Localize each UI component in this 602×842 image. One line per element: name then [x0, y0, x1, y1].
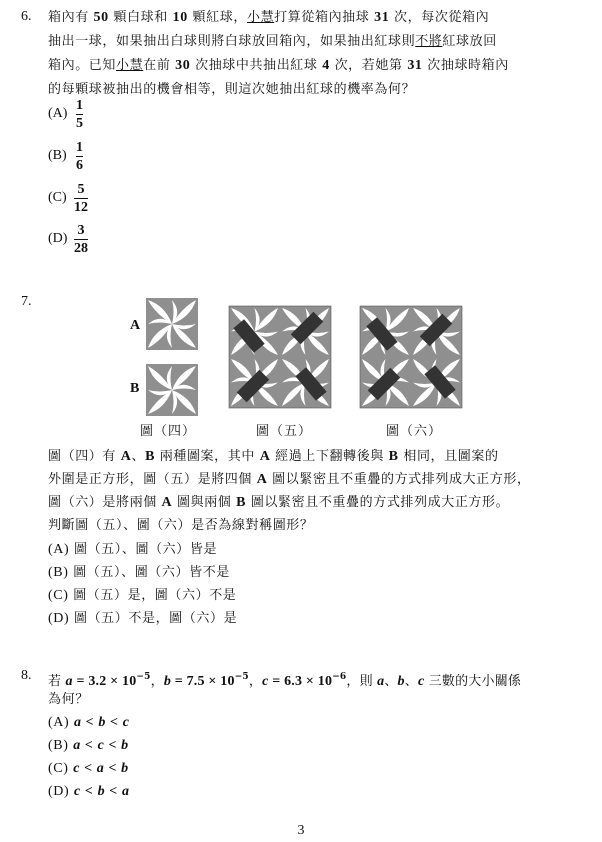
text-run: 箱內有	[48, 10, 94, 25]
option-label: (D)	[48, 231, 68, 246]
text-run: ，	[248, 674, 263, 689]
number-value: 30	[175, 58, 191, 73]
option-text: 圖（五）、圖（六）皆不是	[73, 565, 230, 580]
figure-5	[229, 306, 331, 408]
pinwheel-figures	[0, 290, 602, 420]
number-value: 50	[93, 10, 109, 25]
question-text-line	[48, 668, 521, 691]
variable-ref: c	[417, 674, 425, 689]
option-label: (B)	[48, 565, 69, 580]
denominator: 6	[76, 158, 83, 173]
question-text-line: 判斷圖（五）、圖（六）是否為線對稱圖形？	[48, 518, 314, 533]
option-label: (D)	[48, 611, 70, 626]
text-run: 圖（四）有	[48, 449, 121, 464]
text-run: 紅球放回	[442, 34, 497, 49]
question-text-line	[48, 33, 497, 51]
text-run: 次，若她第	[329, 58, 408, 73]
variable-ref: a	[377, 674, 385, 689]
text-run: 圖以緊密且不重疊的方式排列成大正方形。	[246, 495, 510, 510]
fraction-bar	[74, 239, 88, 240]
text-run: 相同，且圖案的	[398, 449, 499, 464]
equation-value: = 3.2 × 10	[72, 674, 137, 689]
option-b[interactable]	[48, 737, 129, 755]
tile-ref: B	[388, 449, 399, 464]
figure-caption: 圖（六）	[386, 424, 443, 439]
text-run: 三數的大小關係	[424, 674, 522, 689]
number-value: 10	[172, 10, 188, 25]
text-run: 抽出一球，如果抽出白球則將白球放回箱內，如果抽出紅球則	[48, 34, 416, 49]
exponent: −5	[234, 672, 249, 682]
text-run: 若	[48, 674, 66, 689]
fraction	[74, 182, 88, 215]
exponent: −6	[332, 672, 347, 682]
tile-b	[146, 364, 198, 416]
text-run: 圖以緊密且不重疊的方式排列成大正方形，	[267, 472, 531, 487]
text-run: 、	[131, 449, 146, 464]
text-run: ，	[150, 674, 164, 689]
tile-ref: B	[145, 449, 156, 464]
text-run: 顆紅球，	[187, 10, 247, 25]
option-label: (B)	[48, 738, 69, 753]
tile-a	[146, 298, 198, 350]
fraction	[76, 98, 83, 131]
option-label: (C)	[48, 761, 69, 776]
equation-value: = 6.3 × 10	[268, 674, 333, 689]
tile-ref: A	[161, 495, 173, 510]
figure-caption: 圖（五）	[256, 424, 313, 439]
question-text-line: 的每顆球被抽出的機會相等，則這次她抽出紅球的機率為何？	[48, 82, 416, 97]
numerator: 3	[77, 223, 85, 238]
option-text: 圖（五）、圖（六）皆是	[73, 542, 218, 557]
option-text: a < b < c	[73, 715, 130, 730]
option-c[interactable]	[48, 760, 129, 778]
text-run: 在前	[143, 58, 176, 73]
tile-ref: A	[120, 449, 132, 464]
tile-ref: A	[256, 472, 268, 487]
denominator: 28	[74, 241, 88, 256]
option-c[interactable]	[48, 587, 236, 605]
variable-b: b	[163, 674, 172, 689]
figure-caption: 圖（四）	[140, 424, 197, 439]
fraction-bar	[74, 198, 88, 199]
option-d[interactable]	[48, 783, 130, 801]
question-text-line	[48, 9, 489, 27]
option-b[interactable]	[48, 564, 230, 582]
text-run: 箱內。已知	[48, 58, 117, 73]
text-run: 次抽球時箱內	[422, 58, 509, 73]
tile-a-label: A	[130, 318, 141, 333]
question-text-line	[48, 471, 531, 489]
number-value: 31	[374, 10, 390, 25]
text-run: 、	[384, 674, 398, 689]
option-d[interactable]	[48, 610, 237, 628]
option-label: (A)	[48, 542, 70, 557]
option-label: (A)	[48, 106, 68, 121]
option-text: 圖（五）不是，圖（六）是	[73, 611, 238, 626]
option-text: a < c < b	[73, 738, 129, 753]
text-run: 經過上下翻轉後與	[270, 449, 389, 464]
question-text-line: 為何？	[48, 692, 89, 707]
person-name: 小慧	[116, 58, 144, 73]
tile-ref: A	[259, 449, 271, 464]
equation-value: = 7.5 × 10	[171, 674, 235, 689]
option-label: (C)	[48, 190, 67, 205]
person-name: 小慧	[246, 10, 275, 25]
numerator: 1	[76, 140, 83, 155]
option-a[interactable]	[48, 541, 217, 559]
page-number: 3	[297, 823, 305, 838]
text-run: 圖與兩個	[172, 495, 237, 510]
question-number: 8.	[21, 668, 32, 683]
text-run: 次，每次從箱內	[389, 10, 490, 25]
question-text-line	[48, 494, 509, 512]
fraction-bar	[76, 156, 83, 157]
option-label: (A)	[48, 715, 70, 730]
fraction	[76, 140, 83, 173]
option-text: c < a < b	[73, 761, 129, 776]
denominator: 12	[74, 200, 88, 215]
tile-b-label: B	[130, 381, 140, 396]
number-value: 4	[322, 58, 330, 73]
variable-a: a	[65, 674, 73, 689]
text-run: 次抽球中共抽出紅球	[190, 58, 323, 73]
text-run: 、	[404, 674, 418, 689]
question-text-line	[48, 57, 509, 75]
question-text-line	[48, 448, 499, 466]
text-run: 圖（六）是將兩個	[48, 495, 162, 510]
text-run: 兩種圖案，其中	[155, 449, 260, 464]
option-label: (C)	[48, 588, 69, 603]
denominator: 5	[76, 116, 83, 131]
tile-ref: B	[236, 495, 247, 510]
variable-c: c	[262, 674, 269, 689]
text-run: 外圍是正方形，圖（五）是將四個	[48, 472, 257, 487]
fraction	[74, 223, 88, 256]
question-number: 7.	[21, 294, 32, 309]
number-value: 31	[407, 58, 423, 73]
option-a[interactable]	[48, 714, 130, 732]
emphasis-text: 不將	[415, 34, 443, 49]
question-number: 6.	[21, 9, 32, 24]
fraction-bar	[76, 114, 83, 115]
variable-ref: b	[397, 674, 405, 689]
text-run: ，則	[346, 674, 378, 689]
numerator: 5	[77, 182, 85, 197]
exponent: −5	[136, 672, 151, 682]
numerator: 1	[76, 98, 83, 113]
figure-6	[360, 306, 462, 408]
option-label: (D)	[48, 784, 70, 799]
text-run: 顆白球和	[108, 10, 173, 25]
option-text: c < b < a	[73, 784, 130, 799]
text-run: 打算從箱內抽球	[274, 10, 375, 25]
option-text: 圖（五）是，圖（六）不是	[73, 588, 237, 603]
option-label: (B)	[48, 148, 67, 163]
